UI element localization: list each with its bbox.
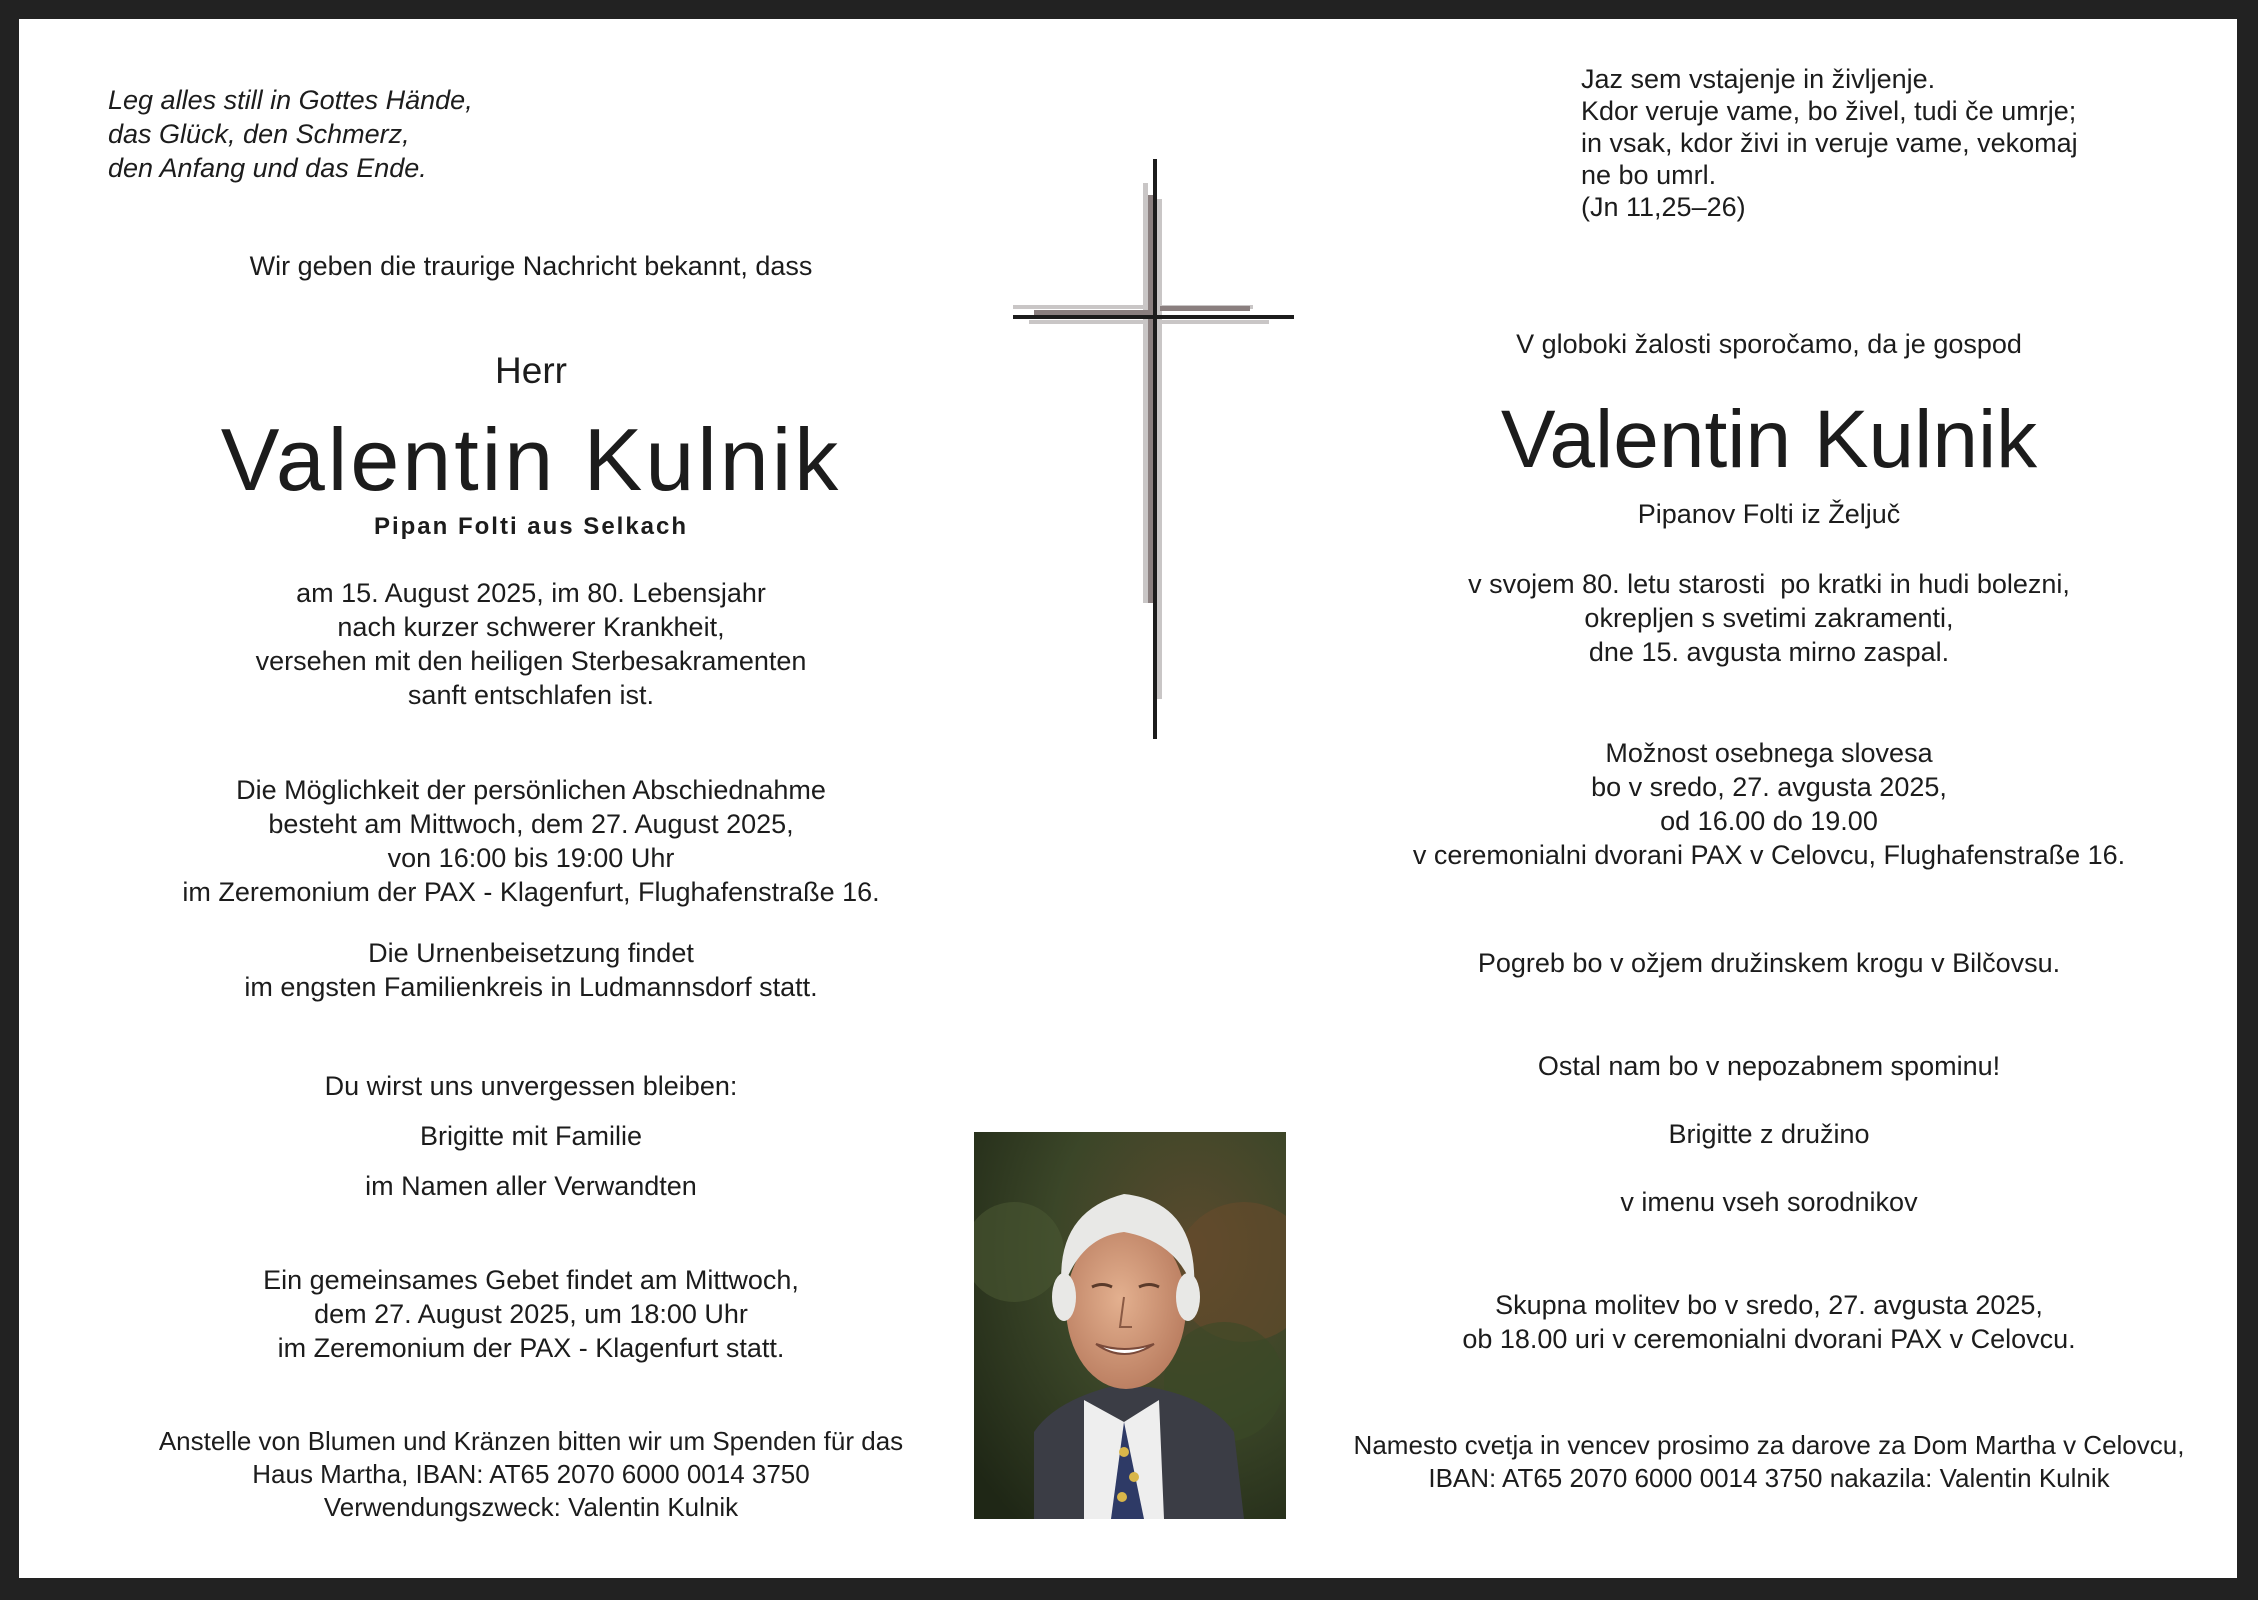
slovenian-name: Valentin Kulnik bbox=[1500, 394, 2038, 485]
text-line: Die Urnenbeisetzung findet bbox=[368, 938, 694, 968]
text-line: im Zeremonium der PAX - Klagenfurt statt. bbox=[277, 1333, 785, 1363]
slovenian-verse bbox=[1581, 63, 2201, 223]
verse-line: Kdor veruje vame, bo živel, tudi če umrje; bbox=[1581, 96, 2077, 126]
text-line: Namesto cvetja in vencev prosimo za darove za Dom Martha v Celovcu, bbox=[1353, 1430, 2185, 1460]
slovenian-family: Brigitte z družino bbox=[1668, 1119, 1870, 1149]
german-announcement: Wir geben die traurige Nachricht bekannt, dass bbox=[249, 251, 813, 281]
motto-line: den Anfang und das Ende. bbox=[108, 153, 427, 183]
text-line: am 15. August 2025, im 80. Lebensjahr bbox=[296, 578, 766, 608]
text-line: v svojem 80. letu starosti po kratki in hudi bolezni, bbox=[1468, 569, 2070, 599]
portrait-illustration bbox=[974, 1132, 1286, 1519]
motto-line: das Glück, den Schmerz, bbox=[108, 119, 410, 149]
german-donation bbox=[101, 1425, 961, 1524]
text-line: dne 15. avgusta mirno zaspal. bbox=[1588, 637, 1950, 667]
text-line: v ceremonialni dvorani PAX v Celovcu, Flughafenstraße 16. bbox=[1412, 840, 2126, 870]
text-line: besteht am Mittwoch, dem 27. August 2025, bbox=[268, 809, 794, 839]
text-line: sanft entschlafen ist. bbox=[407, 680, 655, 710]
slovenian-farewell bbox=[1309, 736, 2229, 872]
text-line: Skupna molitev bo v sredo, 27. avgusta 2025, bbox=[1495, 1290, 2043, 1320]
text-line: dem 27. August 2025, um 18:00 Uhr bbox=[314, 1299, 748, 1329]
german-relatives: im Namen aller Verwandten bbox=[365, 1171, 697, 1201]
slovenian-announcement: V globoki žalosti sporočamo, da je gospod bbox=[1516, 329, 2022, 359]
german-motto bbox=[108, 83, 668, 185]
slovenian-death-text bbox=[1309, 567, 2229, 669]
slovenian-remembrance: Ostal nam bo v nepozabnem spominu! bbox=[1537, 1051, 2001, 1081]
slovenian-nickname: Pipanov Folti iz Željuč bbox=[1637, 499, 1901, 529]
verse-line: ne bo umrl. bbox=[1581, 160, 1717, 190]
german-burial bbox=[101, 936, 961, 1004]
text-line: im Zeremonium der PAX - Klagenfurt, Flughafenstraße 16. bbox=[182, 877, 880, 907]
text-line: Die Möglichkeit der persönlichen Abschiednahme bbox=[236, 775, 826, 805]
obituary-notice bbox=[19, 19, 2237, 1578]
text-line: nach kurzer schwerer Krankheit, bbox=[337, 612, 725, 642]
text-line: bo v sredo, 27. avgusta 2025, bbox=[1591, 772, 1947, 802]
verse-line: Jaz sem vstajenje in življenje. bbox=[1581, 64, 1936, 94]
slovenian-relatives: v imenu vseh sorodnikov bbox=[1620, 1187, 1918, 1217]
text-line: von 16:00 bis 19:00 Uhr bbox=[387, 843, 675, 873]
text-line: Haus Martha, IBAN: AT65 2070 6000 0014 3750 bbox=[252, 1459, 810, 1489]
text-line: od 16.00 do 19.00 bbox=[1660, 806, 1878, 836]
text-line: Ein gemeinsames Gebet findet am Mittwoch, bbox=[263, 1265, 799, 1295]
motto-line: Leg alles still in Gottes Hände, bbox=[108, 85, 473, 115]
verse-line: (Jn 11,25–26) bbox=[1581, 192, 1746, 222]
text-line: im engsten Familienkreis in Ludmannsdorf statt. bbox=[244, 972, 818, 1002]
slovenian-donation bbox=[1309, 1429, 2229, 1495]
german-remembrance: Du wirst uns unvergessen bleiben: bbox=[324, 1071, 738, 1101]
verse-line: in vsak, kdor živi in veruje vame, vekomaj bbox=[1581, 128, 2078, 158]
german-prayer bbox=[101, 1263, 961, 1365]
text-line: Verwendungszweck: Valentin Kulnik bbox=[323, 1492, 739, 1522]
text-line: IBAN: AT65 2070 6000 0014 3750 nakazila: Valentin Kulnik bbox=[1428, 1463, 2110, 1493]
german-name: Valentin Kulnik bbox=[220, 410, 842, 509]
text-line: ob 18.00 uri v ceremonialni dvorani PAX v Celovcu. bbox=[1462, 1324, 2076, 1354]
slovenian-prayer bbox=[1309, 1288, 2229, 1356]
german-death-text bbox=[101, 576, 961, 712]
text-line: okrepljen s svetimi zakramenti, bbox=[1584, 603, 1954, 633]
cross-icon bbox=[994, 159, 1294, 764]
portrait-photo bbox=[974, 1132, 1286, 1519]
german-nickname: Pipan Folti aus Selkach bbox=[373, 513, 689, 540]
text-line: Anstelle von Blumen und Kränzen bitten wir um Spenden für das bbox=[158, 1426, 904, 1456]
slovenian-burial: Pogreb bo v ožjem družinskem krogu v Bilčovsu. bbox=[1477, 948, 2061, 978]
german-farewell bbox=[101, 773, 961, 909]
text-line: versehen mit den heiligen Sterbesakramenten bbox=[255, 646, 807, 676]
german-title: Herr bbox=[495, 350, 567, 391]
german-family: Brigitte mit Familie bbox=[419, 1121, 643, 1151]
text-line: Možnost osebnega slovesa bbox=[1605, 738, 1933, 768]
